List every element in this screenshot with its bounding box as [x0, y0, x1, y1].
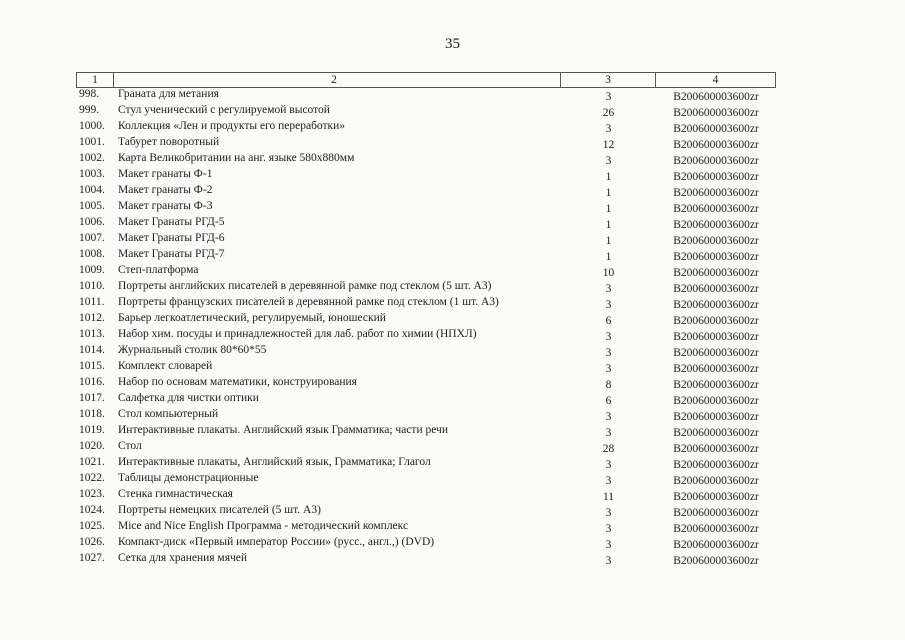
- item-name: Портреты немецких писателей (5 шт. А3): [118, 504, 321, 516]
- table-row: [76, 376, 776, 392]
- item-quantity: 28: [602, 443, 615, 455]
- item-code: B200600003600zr: [673, 139, 759, 151]
- item-code: B200600003600zr: [673, 443, 759, 455]
- table-header: [76, 72, 776, 88]
- table-row: [76, 520, 776, 536]
- header-col-4: 4: [656, 73, 776, 87]
- item-name: Стол компьютерный: [118, 408, 219, 420]
- item-name: Портреты английских писателей в деревянной рамке под стеклом (5 шт. А3): [118, 280, 492, 292]
- row-number: 1022.: [79, 472, 105, 484]
- table-body: [76, 88, 776, 568]
- item-code: B200600003600zr: [673, 267, 759, 279]
- item-code: B200600003600zr: [673, 219, 759, 231]
- inventory-table: [76, 72, 776, 568]
- table-row: [76, 408, 776, 424]
- item-name: Интерактивные плакаты. Английский язык Грамматика; части речи: [118, 424, 448, 436]
- item-code: B200600003600zr: [673, 459, 759, 471]
- item-quantity: 3: [605, 299, 612, 311]
- item-quantity: 3: [605, 507, 612, 519]
- item-name: Макет гранаты Ф-2: [118, 184, 213, 196]
- item-name: Карта Великобритании на анг. языке 580x880мм: [118, 152, 355, 164]
- row-number: 1023.: [79, 488, 105, 500]
- item-name: Mice and Nice English Программа - методический комплекс: [118, 520, 409, 532]
- item-quantity: 10: [602, 267, 615, 279]
- item-code: B200600003600zr: [673, 507, 759, 519]
- header-col-1: 1: [76, 73, 114, 87]
- item-quantity: 6: [605, 395, 612, 407]
- item-quantity: 3: [605, 427, 612, 439]
- table-row: [76, 344, 776, 360]
- row-number: 1006.: [79, 216, 105, 228]
- row-number: 1002.: [79, 152, 105, 164]
- row-number: 1012.: [79, 312, 105, 324]
- table-row: [76, 232, 776, 248]
- item-code: B200600003600zr: [673, 107, 759, 119]
- item-code: B200600003600zr: [673, 363, 759, 375]
- table-row: [76, 152, 776, 168]
- table-row: [76, 280, 776, 296]
- item-code: B200600003600zr: [673, 347, 759, 359]
- item-code: B200600003600zr: [673, 171, 759, 183]
- item-code: B200600003600zr: [673, 475, 759, 487]
- row-number: 1021.: [79, 456, 105, 468]
- item-name: Макет гранаты Ф-1: [118, 168, 213, 180]
- row-number: 1010.: [79, 280, 105, 292]
- table-row: [76, 264, 776, 280]
- row-number: 1017.: [79, 392, 105, 404]
- item-code: B200600003600zr: [673, 283, 759, 295]
- item-code: B200600003600zr: [673, 299, 759, 311]
- item-code: B200600003600zr: [673, 315, 759, 327]
- row-number: 1025.: [79, 520, 105, 532]
- item-name: Степ-платформа: [118, 264, 199, 276]
- item-code: B200600003600zr: [673, 187, 759, 199]
- item-name: Стенка гимнастическая: [118, 488, 233, 500]
- item-name: Барьер легкоатлетический, регулируемый, юношеский: [118, 312, 386, 324]
- table-row: [76, 296, 776, 312]
- item-quantity: 3: [605, 123, 612, 135]
- item-code: B200600003600zr: [673, 491, 759, 503]
- row-number: 1009.: [79, 264, 105, 276]
- row-number: 1003.: [79, 168, 105, 180]
- item-name: Портреты французских писателей в деревянной рамке под стеклом (1 шт. А3): [118, 296, 499, 308]
- item-name: Табурет поворотный: [118, 136, 220, 148]
- item-quantity: 3: [605, 155, 612, 167]
- item-name: Таблицы демонстрационные: [118, 472, 259, 484]
- item-quantity: 1: [605, 219, 612, 231]
- table-row: [76, 472, 776, 488]
- row-number: 1013.: [79, 328, 105, 340]
- row-number: 1001.: [79, 136, 105, 148]
- item-code: B200600003600zr: [673, 235, 759, 247]
- row-number: 1027.: [79, 552, 105, 564]
- item-quantity: 3: [605, 283, 612, 295]
- item-name: Набор хим. посуды и принадлежностей для лаб. работ по химии (НПХЛ): [118, 328, 477, 340]
- item-name: Коллекция «Лен и продукты его переработки»: [118, 120, 346, 132]
- item-name: Макет Гранаты РГД-6: [118, 232, 225, 244]
- table-row: [76, 104, 776, 120]
- table-row: [76, 504, 776, 520]
- item-quantity: 3: [605, 363, 612, 375]
- table-row: [76, 360, 776, 376]
- item-name: Сетка для хранения мячей: [118, 552, 248, 564]
- row-number: 1011.: [79, 296, 105, 308]
- item-code: B200600003600zr: [673, 395, 759, 407]
- item-code: B200600003600zr: [673, 427, 759, 439]
- item-name: Салфетка для чистки оптики: [118, 392, 259, 404]
- item-code: B200600003600zr: [673, 539, 759, 551]
- table-row: [76, 328, 776, 344]
- item-code: B200600003600zr: [673, 91, 759, 103]
- item-code: B200600003600zr: [673, 123, 759, 135]
- item-quantity: 8: [605, 379, 612, 391]
- table-row: [76, 488, 776, 504]
- item-quantity: 3: [605, 91, 612, 103]
- row-number: 1024.: [79, 504, 105, 516]
- item-code: B200600003600zr: [673, 155, 759, 167]
- table-row: [76, 120, 776, 136]
- item-code: B200600003600zr: [673, 523, 759, 535]
- row-number: 1014.: [79, 344, 105, 356]
- table-row: [76, 168, 776, 184]
- item-quantity: 3: [605, 459, 612, 471]
- table-row: [76, 552, 776, 568]
- table-row: [76, 136, 776, 152]
- item-name: Граната для метания: [118, 88, 219, 100]
- item-name: Макет гранаты Ф-3: [118, 200, 213, 212]
- item-quantity: 3: [605, 555, 612, 567]
- item-quantity: 3: [605, 331, 612, 343]
- item-quantity: 1: [605, 171, 612, 183]
- page-number: 35: [445, 36, 460, 52]
- row-number: 1018.: [79, 408, 105, 420]
- table-row: [76, 184, 776, 200]
- item-name: Набор по основам математики, конструирования: [118, 376, 357, 388]
- item-code: B200600003600zr: [673, 379, 759, 391]
- row-number: 1015.: [79, 360, 105, 372]
- item-quantity: 6: [605, 315, 612, 327]
- item-quantity: 1: [605, 251, 612, 263]
- item-quantity: 12: [602, 139, 615, 151]
- item-name: Макет Гранаты РГД-5: [118, 216, 225, 228]
- table-row: [76, 392, 776, 408]
- item-code: B200600003600zr: [673, 331, 759, 343]
- item-name: Компакт-диск «Первый император России» (русс., англ.,) (DVD): [118, 536, 435, 548]
- item-name: Макет Гранаты РГД-7: [118, 248, 225, 260]
- item-quantity: 3: [605, 411, 612, 423]
- header-col-3: 3: [561, 73, 656, 87]
- row-number: 1020.: [79, 440, 105, 452]
- item-name: Стул ученический с регулируемой высотой: [118, 104, 330, 116]
- item-name: Комплект словарей: [118, 360, 213, 372]
- row-number: 1005.: [79, 200, 105, 212]
- row-number: 1026.: [79, 536, 105, 548]
- row-number: 1000.: [79, 120, 105, 132]
- row-number: 1007.: [79, 232, 105, 244]
- item-code: B200600003600zr: [673, 411, 759, 423]
- table-row: [76, 248, 776, 264]
- item-code: B200600003600zr: [673, 555, 759, 567]
- item-quantity: 3: [605, 475, 612, 487]
- item-quantity: 26: [602, 107, 615, 119]
- item-quantity: 1: [605, 235, 612, 247]
- table-row: [76, 216, 776, 232]
- table-row: [76, 456, 776, 472]
- table-row: [76, 88, 776, 104]
- item-quantity: 1: [605, 187, 612, 199]
- row-number: 1004.: [79, 184, 105, 196]
- item-name: Стол: [118, 440, 142, 452]
- table-row: [76, 312, 776, 328]
- item-name: Журнальный столик 80*60*55: [118, 344, 267, 356]
- table-row: [76, 424, 776, 440]
- row-number: 1019.: [79, 424, 105, 436]
- item-quantity: 3: [605, 347, 612, 359]
- row-number: 999.: [79, 104, 100, 116]
- item-code: B200600003600zr: [673, 251, 759, 263]
- row-number: 1016.: [79, 376, 105, 388]
- item-quantity: 3: [605, 539, 612, 551]
- item-quantity: 11: [602, 491, 615, 503]
- item-code: B200600003600zr: [673, 203, 759, 215]
- row-number: 1008.: [79, 248, 105, 260]
- item-quantity: 1: [605, 203, 612, 215]
- header-col-2: 2: [114, 73, 561, 87]
- item-name: Интерактивные плакаты, Английский язык, Грамматика; Глагол: [118, 456, 431, 468]
- row-number: 998.: [79, 88, 100, 100]
- table-row: [76, 200, 776, 216]
- table-row: [76, 440, 776, 456]
- table-row: [76, 536, 776, 552]
- item-quantity: 3: [605, 523, 612, 535]
